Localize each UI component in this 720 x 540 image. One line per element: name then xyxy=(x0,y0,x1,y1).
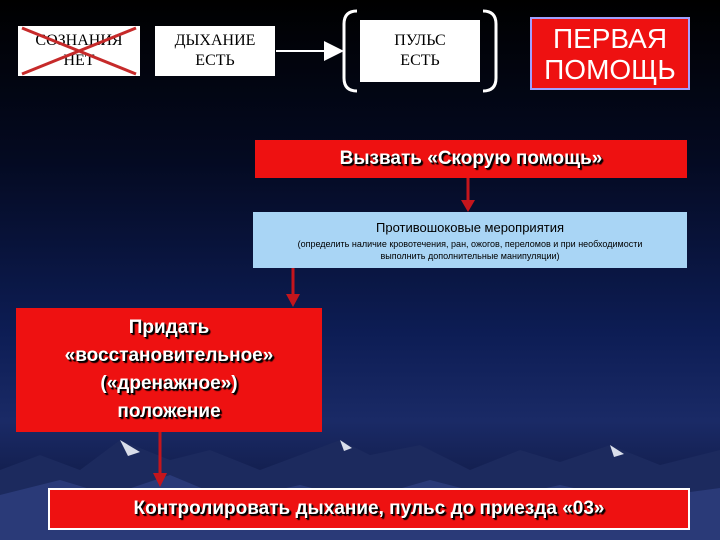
call-ambulance-text: Вызвать «Скорую помощь» xyxy=(339,148,603,169)
pulse-line2: ЕСТЬ xyxy=(400,52,440,69)
consciousness-line2: НЕТ xyxy=(63,52,95,69)
breathing-line1: ДЫХАНИЕ xyxy=(174,32,256,49)
antishock-note: (определить наличие кровотечения, ран, ожогов, переломов и при необходимости выполнить дополнительные манипуляции) xyxy=(297,238,643,261)
consciousness-line1: СОЗНАНИЯ xyxy=(35,32,123,49)
pulse-line1: ПУЛЬС xyxy=(394,32,446,49)
breathing-line2: ЕСТЬ xyxy=(195,52,235,69)
first-aid-line1: ПЕРВАЯ xyxy=(552,22,668,54)
antishock-title: Противошоковые мероприятия xyxy=(376,219,564,235)
consciousness-box xyxy=(18,26,140,76)
position-line3: («дренажное») xyxy=(100,373,238,394)
monitor-box xyxy=(48,488,690,530)
call-ambulance-box xyxy=(255,140,687,178)
breathing-box xyxy=(155,26,275,76)
first-aid-line2: ПОМОЩЬ xyxy=(544,53,676,85)
position-line1: Придать xyxy=(128,317,210,338)
cross-out-icon xyxy=(18,26,140,76)
position-box xyxy=(16,308,322,432)
position-line4: положение xyxy=(117,401,221,422)
monitor-text: Контролировать дыхание, пульс до приезда «03» xyxy=(133,498,605,519)
pulse-box xyxy=(360,20,480,82)
first-aid-box xyxy=(530,17,690,90)
position-line2: «восстановительное» xyxy=(64,345,274,366)
antishock-box xyxy=(253,212,687,268)
